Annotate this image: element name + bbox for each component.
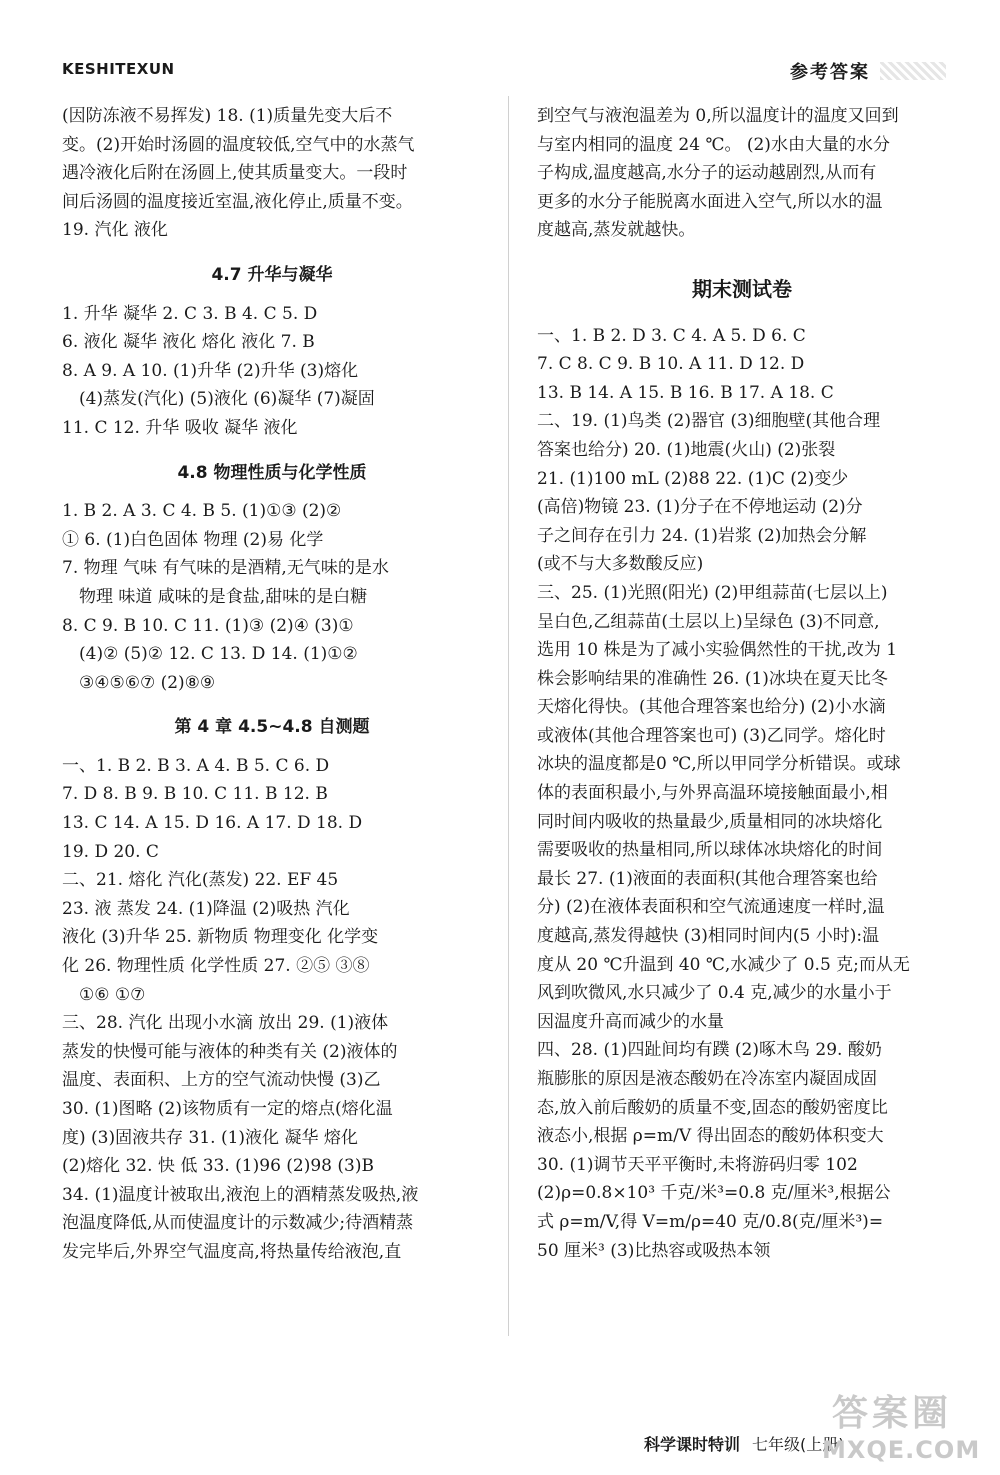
answer-line: 子构成,温度越高,水分子的运动越剧烈,从而有 [537, 163, 877, 184]
footer-grade: 七年级(上册) [752, 1435, 845, 1454]
answer-line: 到空气与液泡温差为 0,所以温度计的温度又回到 [537, 106, 899, 126]
header-publisher: KESHITEXUN [62, 60, 175, 78]
answer-line: 最长 27. (1)液面的表面积(其他合理答案也给 [537, 868, 878, 889]
header-decoration [880, 62, 946, 80]
answer-line: 7. 物理 气味 有气味的是酒精,无气味的是水 [62, 558, 389, 579]
answer-line: 变。(2)开始时汤圆的温度较低,空气中的水蒸气 [62, 134, 415, 155]
answer-line: ①⑥ ①⑦ [79, 984, 146, 1005]
answer-line: 一、1. B 2. B 3. A 4. B 5. C 6. D [62, 755, 330, 776]
answer-line: 四、28. (1)四趾间均有蹼 (2)啄木鸟 29. 酸奶 [537, 1040, 882, 1061]
answer-line: 19. 汽化 液化 [62, 220, 168, 241]
answer-line: 分) (2)在液体表面积和空气流通速度一样时,温 [537, 897, 885, 918]
answer-line: 化 26. 物理性质 化学性质 27. ②⑤ ③⑧ [62, 956, 370, 977]
answer-line: 选用 10 株是为了减小实验偶然性的干扰,改为 1 [537, 640, 898, 661]
answer-line: 液化 (3)升华 25. 新物质 物理变化 化学变 [62, 927, 379, 948]
section-heading: 第 4 章 4.5~4.8 自测题 [174, 717, 370, 738]
answer-line: 呈白色,乙组蒜苗(土层以上)呈绿色 (3)不同意, [537, 611, 880, 632]
column-divider [508, 96, 509, 1336]
section-heading: 4.8 物理性质与化学性质 [177, 462, 367, 483]
section-heading: 4.7 升华与凝华 [211, 264, 333, 285]
answer-line: 天熔化得快。(其他合理答案也给分) (2)小水滴 [537, 697, 886, 718]
answer-line: 式 ρ=m/V,得 V=m/ρ=40 克/0.8(克/厘米³)= [537, 1211, 884, 1232]
header-section-title: 参考答案 [790, 62, 870, 83]
answer-line: 34. (1)温度计被取出,液泡上的酒精蒸发吸热,液 [62, 1184, 419, 1205]
answer-line: 19. D 20. C [62, 841, 159, 862]
answer-line: 体的表面积最小,与外界高温环境接触面最小,相 [537, 783, 888, 804]
answer-line: 冰块的温度都是0 ℃,所以甲同学分析错误。或球 [537, 754, 901, 775]
answer-line: ③④⑤⑥⑦ (2)⑧⑨ [79, 672, 216, 693]
answer-line: 与室内相同的温度 24 ℃。 (2)水由大量的水分 [537, 134, 890, 155]
answer-line: 子之间存在引力 24. (1)岩浆 (2)加热会分解 [537, 525, 867, 546]
answer-line: 温度、表面积、上方的空气流动快慢 (3)乙 [62, 1070, 381, 1091]
answer-line: 风到吹微风,水只减少了 0.4 克,减少的水量小于 [537, 983, 892, 1004]
answer-line: 23. 液 蒸发 24. (1)降温 (2)吸热 汽化 [62, 898, 350, 919]
answer-line: 物理 味道 咸味的是食盐,甜味的是白糖 [79, 586, 368, 607]
answer-line: 液态小,根据 ρ=m/V 得出固态的酸奶体积变大 [537, 1126, 884, 1147]
answer-line: 二、21. 熔化 汽化(蒸发) 22. EF 45 [62, 870, 339, 891]
left-column [62, 102, 482, 1267]
watermark-text: 答案圈 [831, 1393, 952, 1434]
answer-line: ① 6. (1)白色固体 物理 (2)易 化学 [62, 529, 324, 550]
answer-line: 间后汤圆的温度接近室温,液化停止,质量不变。 [62, 191, 413, 212]
answer-line: 7. D 8. B 9. B 10. C 11. B 12. B [62, 784, 328, 805]
answer-line: 同时间内吸收的热量最少,质量相同的冰块熔化 [537, 811, 883, 832]
answer-line: 1. B 2. A 3. C 4. B 5. (1)①③ (2)② [62, 501, 342, 522]
answer-line: 21. (1)100 mL (2)88 22. (1)C (2)变少 [537, 468, 849, 489]
answer-line: 答案也给分) 20. (1)地震(火山) (2)张裂 [537, 439, 836, 460]
answer-line: 度越高,蒸发得越快 (3)相同时间内(5 小时):温 [537, 926, 880, 947]
answer-line: 13. C 14. A 15. D 16. A 17. D 18. D [62, 813, 363, 834]
answer-line: 11. C 12. 升华 吸收 凝华 液化 [62, 417, 298, 438]
answer-line: 度越高,蒸发就越快。 [537, 220, 696, 241]
answer-line: 一、1. B 2. D 3. C 4. A 5. D 6. C [537, 325, 806, 346]
answer-line: (2)熔化 32. 快 低 33. (1)96 (2)98 (3)B [62, 1156, 374, 1177]
answer-line: 30. (1)图略 (2)该物质有一定的熔点(熔化温 [62, 1099, 393, 1119]
answer-line: 二、19. (1)鸟类 (2)器官 (3)细胞壁(其他合理 [537, 411, 881, 432]
answer-line: 13. B 14. A 15. B 16. B 17. A 18. C [537, 382, 834, 403]
answer-line: (高倍)物镜 23. (1)分子在不停地运动 (2)分 [537, 497, 863, 518]
answer-line: (或不与大多数酸反应) [537, 554, 704, 575]
exam-title: 期末测试卷 [692, 276, 792, 301]
answer-line: (4)② (5)② 12. C 13. D 14. (1)①② [79, 644, 358, 665]
answer-line: 7. C 8. C 9. B 10. A 11. D 12. D [537, 354, 805, 375]
answer-line: 更多的水分子能脱离水面进入空气,所以水的温 [537, 191, 883, 212]
watermark-logo [822, 1392, 981, 1468]
answer-line: 三、28. 汽化 出现小水滴 放出 29. (1)液体 [62, 1013, 389, 1034]
answer-line: (因防冻液不易挥发) 18. (1)质量先变大后不 [62, 106, 393, 126]
answer-line: 度) (3)固液共存 31. (1)液化 凝华 熔化 [62, 1127, 358, 1148]
answer-line: 泡温度降低,从而使温度计的示数减少;待酒精蒸 [62, 1213, 414, 1234]
right-column [537, 102, 947, 1265]
watermark-domain: MXQE.COM [822, 1436, 981, 1464]
answer-line: 1. 升华 凝华 2. C 3. B 4. C 5. D [62, 303, 318, 324]
answer-line: 三、25. (1)光照(阳光) (2)甲组蒜苗(七层以上) [537, 582, 888, 603]
answer-line: (2)ρ=0.8×10³ 千克/米³=0.8 克/厘米³,根据公 [537, 1183, 891, 1204]
answer-line: 因温度升高而减少的水量 [537, 1011, 724, 1032]
answer-line: 或液体(其他合理答案也可) (3)乙同学。熔化时 [537, 725, 886, 746]
answer-line: 需要吸收的热量相同,所以球体冰块熔化的时间 [537, 840, 883, 861]
answer-line: 度从 20 ℃升温到 40 ℃,水减少了 0.5 克;而从无 [537, 954, 910, 975]
answer-line: 50 厘米³ (3)比热容或吸热本领 [537, 1240, 771, 1261]
answer-line: 态,放入前后酸奶的质量不变,固态的酸奶密度比 [537, 1097, 888, 1118]
answer-line: 30. (1)调节天平平衡时,未将游码归零 102 [537, 1154, 858, 1175]
answer-line: 8. C 9. B 10. C 11. (1)③ (2)④ (3)① [62, 615, 354, 636]
answer-line: 瓶膨胀的原因是液态酸奶在冷冻室内凝固成固 [537, 1069, 877, 1089]
footer [644, 1432, 845, 1455]
answer-line: 6. 液化 凝华 液化 熔化 液化 7. B [62, 332, 315, 353]
answer-line: 株会影响结果的准确性 26. (1)冰块在夏天比冬 [537, 668, 888, 689]
footer-series: 科学课时特训 [644, 1435, 741, 1454]
answer-line: 发完毕后,外界空气温度高,将热量传给液泡,直 [62, 1241, 402, 1262]
answer-line: (4)蒸发(汽化) (5)液化 (6)凝华 (7)凝固 [79, 389, 375, 410]
answer-line: 蒸发的快慢可能与液体的种类有关 (2)液体的 [62, 1041, 398, 1062]
answer-line: 遇冷液化后附在汤圆上,使其质量变大。一段时 [62, 163, 408, 184]
answer-line: 8. A 9. A 10. (1)升华 (2)升华 (3)熔化 [62, 360, 359, 381]
